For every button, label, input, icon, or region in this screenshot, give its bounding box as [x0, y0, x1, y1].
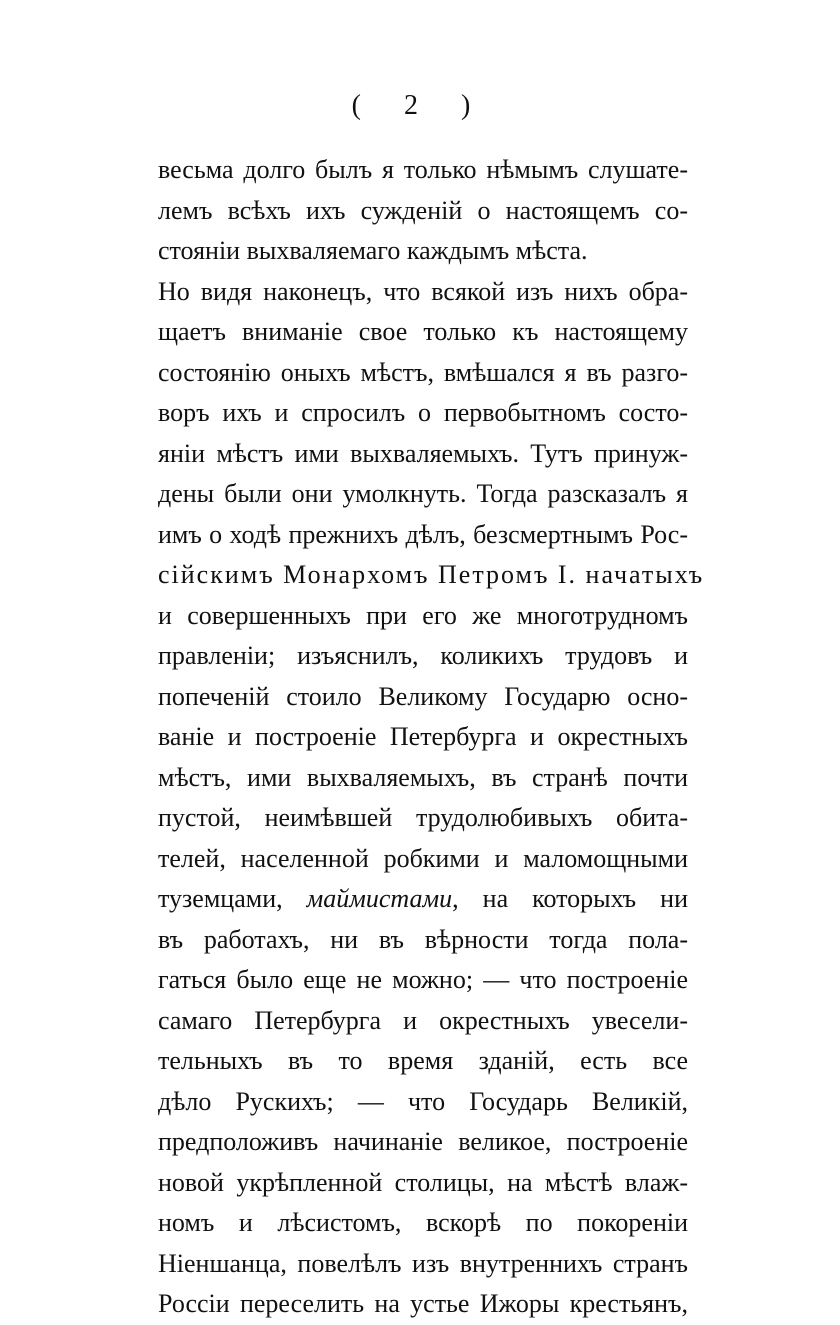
page-number-header: ( 2 )	[351, 90, 489, 121]
text-line: и совершенныхъ при его же многотрудномъ	[158, 600, 688, 630]
text-line-with-italic	[158, 879, 688, 920]
text-line: новой укрѣпленной столицы, на мѣстѣ влаж-	[158, 1167, 688, 1197]
text-line: щаетъ вниманіе свое только къ настоящему	[158, 317, 688, 346]
text-line: правленіи; изъяснилъ, коликихъ трудовъ и	[158, 641, 688, 670]
text-line: въ работахъ, ни въ вѣрности тогда пола-	[158, 924, 688, 954]
text-line: яніи мѣстъ ими выхваляемыхъ. Тутъ принуж-	[158, 438, 688, 468]
line-start: туземцами,	[158, 884, 307, 913]
text-line: тельныхъ въ то время зданій, есть все	[158, 1046, 688, 1075]
text-line: номъ и лѣсистомъ, вскорѣ по покореніи	[158, 1208, 688, 1237]
text-line: весьма долго былъ я только нѣмымъ слушате-	[158, 155, 688, 184]
text-line: гаться было еще не можно; — что построеніе	[158, 965, 688, 994]
text-line: самаго Петербурга и окрестныхъ увесели-	[158, 1005, 688, 1035]
text-line: мѣстъ, ими выхваляемыхъ, въ странѣ почти	[158, 762, 688, 792]
text-line: Но видя наконецъ, что всякой изъ нихъ обра-	[158, 276, 688, 306]
text-line: стояніи выхваляемаго каждымъ мѣста.	[158, 236, 588, 265]
body-text	[158, 150, 705, 1325]
text-line: имъ о ходѣ прежнихъ дѣлъ, безсмертнымъ Рос-	[158, 519, 688, 549]
text-line: сійскимъ Монархомъ Петромъ I. начатыхъ	[158, 560, 705, 589]
line-end: , на которыхъ ни	[452, 884, 688, 913]
text-line: телей, населенной робкими и маломощными	[158, 843, 688, 873]
italic-word: маймистами	[306, 884, 453, 913]
text-line: воръ ихъ и спросилъ о первобытномъ состо-	[158, 398, 688, 427]
text-line: ваніе и построеніе Петербурга и окрестныхъ	[158, 722, 688, 751]
text-line: предположивъ начинаніе великое, построеніе	[158, 1127, 688, 1156]
text-line: дены были они умолкнуть. Тогда разсказалъ я	[158, 479, 688, 508]
text-line: лемъ всѣхъ ихъ сужденій о настоящемъ со-	[158, 195, 688, 225]
text-line: попеченій стоило Великому Государю осно-	[158, 681, 688, 711]
text-line: пустой, неимѣвшей трудолюбивыхъ обита-	[158, 803, 688, 832]
text-line: Россіи переселить на устье Ижоры крестьянъ,	[158, 1289, 688, 1318]
text-line: дѣло Рускихъ; — что Государь Великій,	[158, 1086, 688, 1116]
text-line: Ніеншанца, повелѣлъ изъ внутреннихъ странъ	[158, 1248, 688, 1278]
text-line: состоянію оныхъ мѣстъ, вмѣшался я въ разго-	[158, 357, 688, 387]
